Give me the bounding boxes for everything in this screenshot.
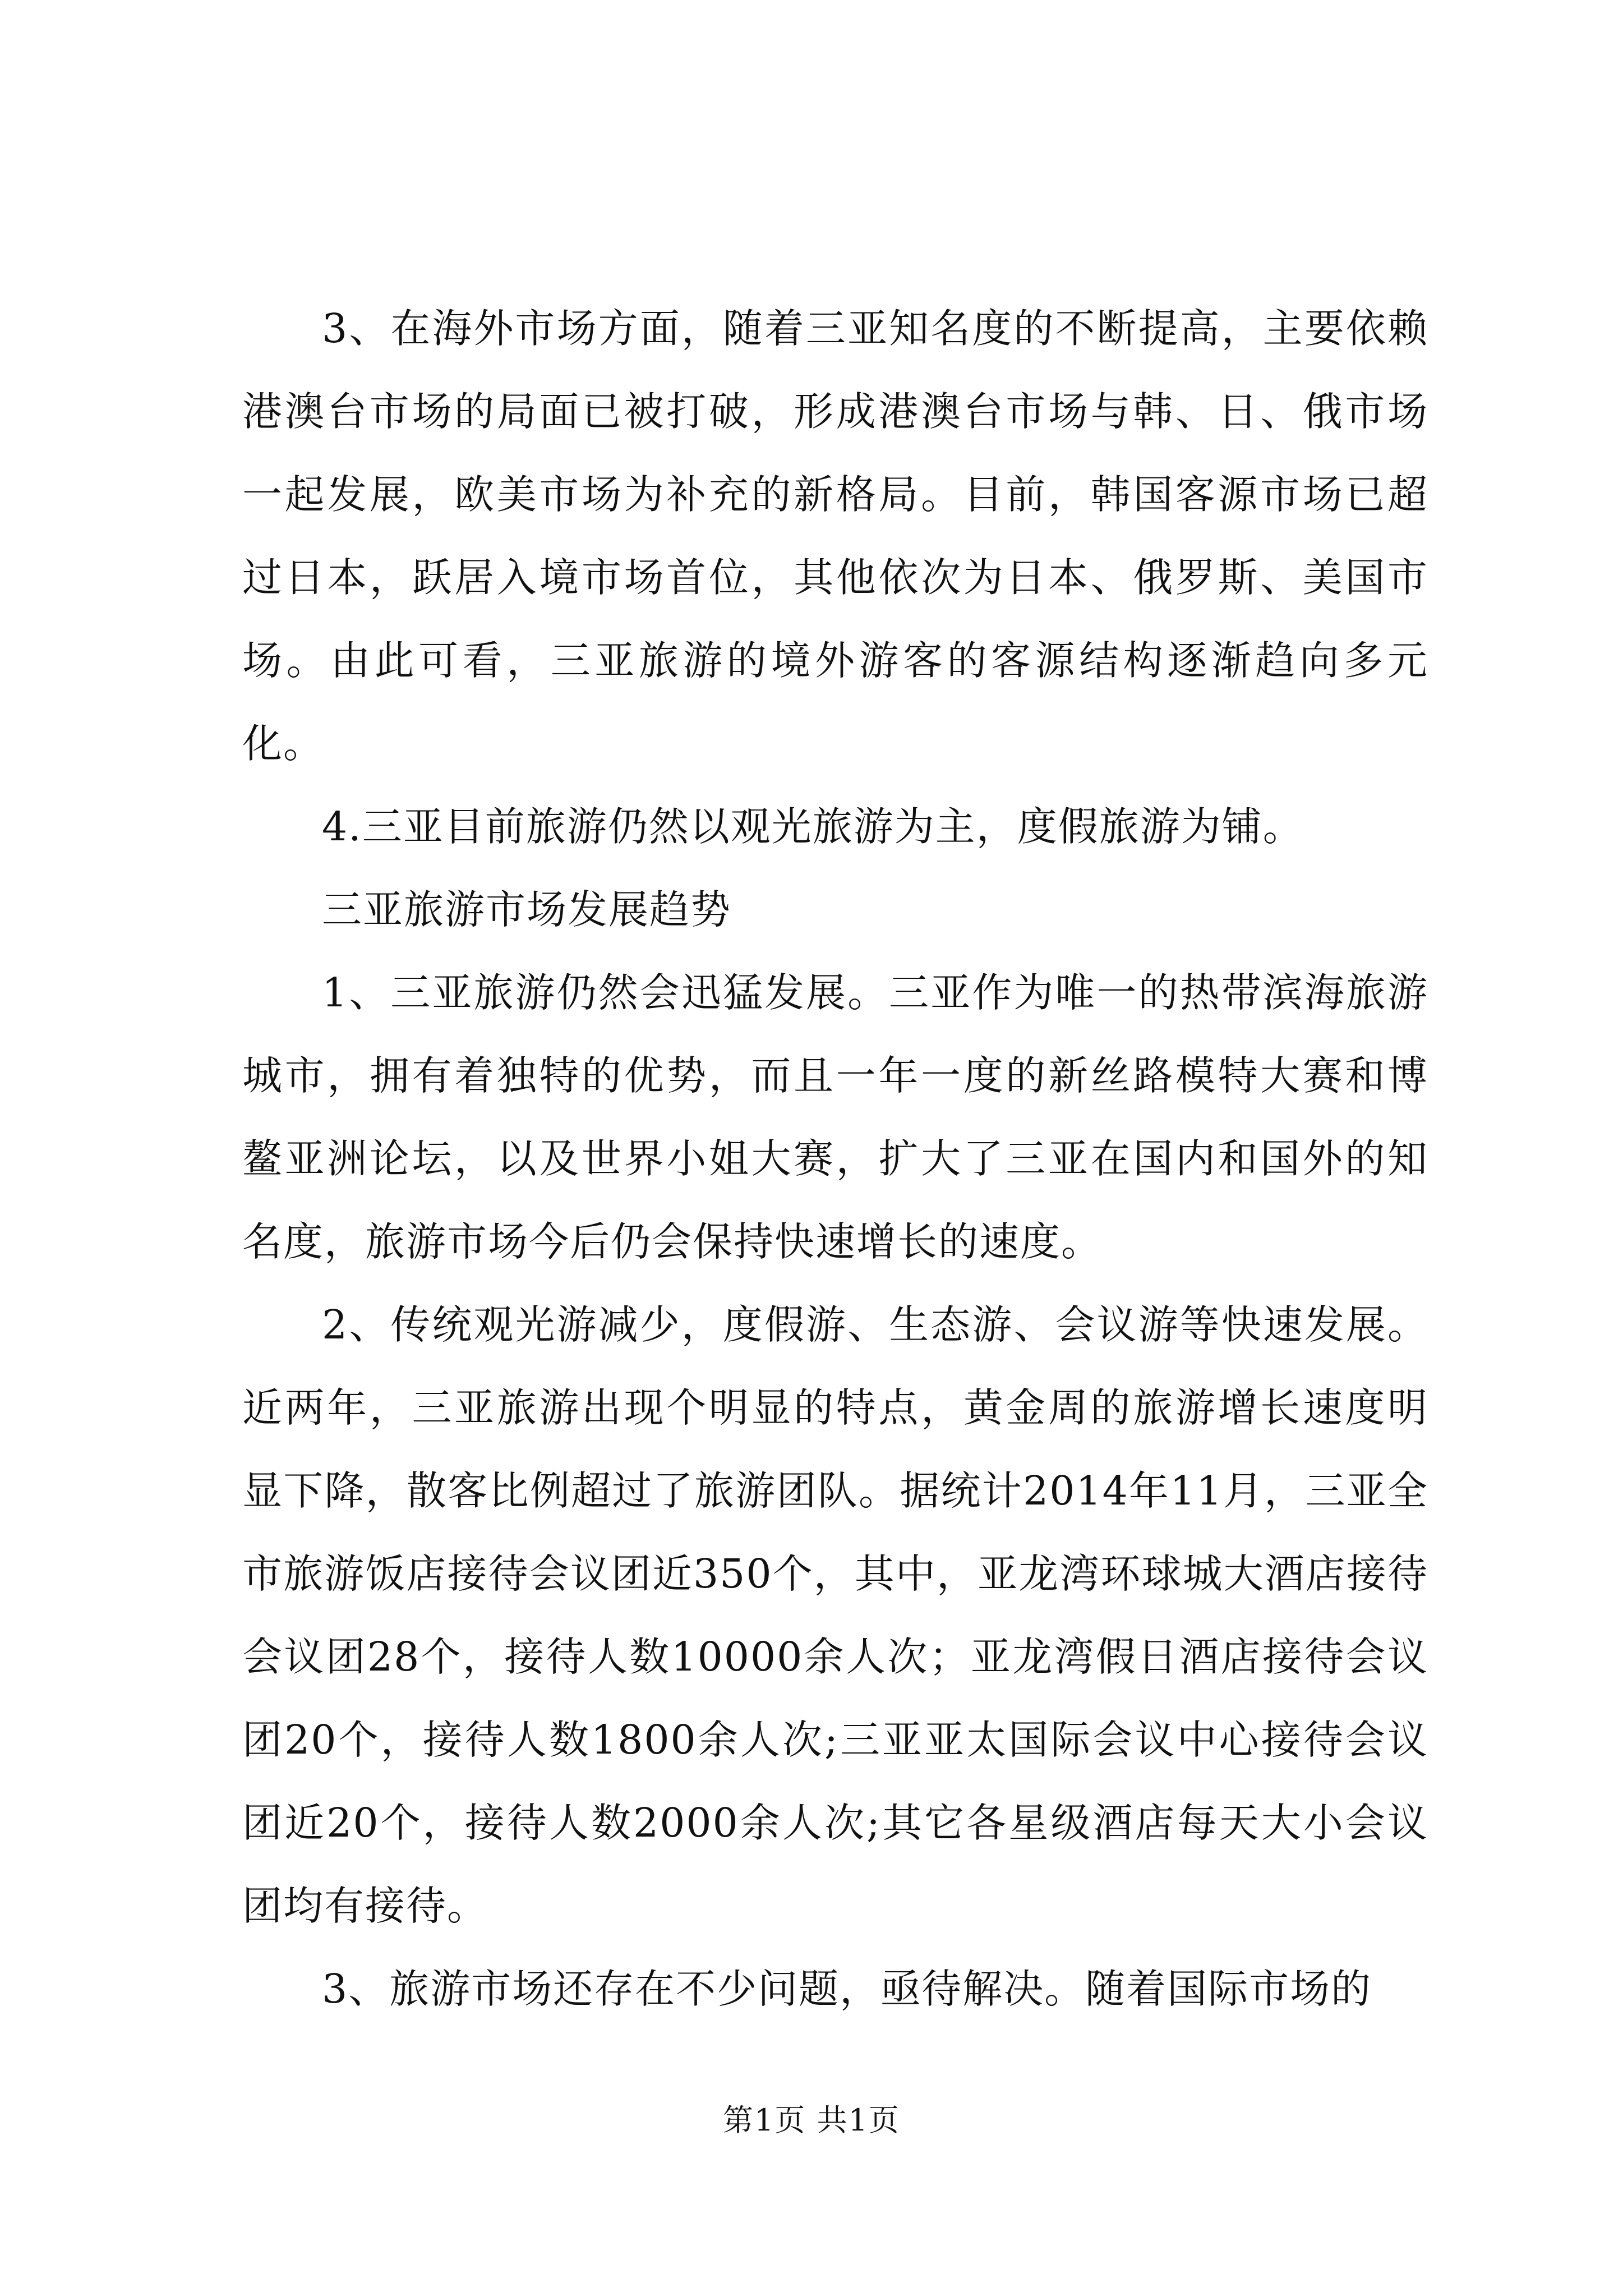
document-body — [242, 287, 1428, 2031]
section-heading-market-trends: 三亚旅游市场发展趋势 — [322, 886, 732, 933]
paragraph-sightseeing-focus: 4.三亚目前旅游仍然以观光旅游为主，度假旅游为铺。 — [322, 803, 1304, 850]
paragraph-rapid-growth: 1、三亚旅游仍然会迅猛发展。三亚作为唯一的热带滨海旅游城市，拥有着独特的优势，而且一年一度的新丝路模特大赛和博鳌亚洲论坛，以及世界小姐大赛，扩大了三亚在国内和国外的知名度，旅游市场今后仍会保持快速增长的速度。 — [242, 969, 1428, 1265]
paragraph-tourism-shift: 2、传统观光游减少，度假游、生态游、会议游等快速发展。近两年，三亚旅游出现个明显的特点，黄金周的旅游增长速度明显下降，散客比例超过了旅游团队。据统计2014年11月，三亚全市旅游饭店接待会议团近350个，其中，亚龙湾环球城大酒店接待会议团28个，接待人数10000余人次；亚龙湾假日酒店接待会议团20个，接待人数1800余人次;三亚亚太国际会议中心接待会议团近20个，接待人数2000余人次;其它各星级酒店每天大小会议团均有接待。 — [242, 1301, 1428, 1929]
paragraph-overseas-market: 3、在海外市场方面，随着三亚知名度的不断提高，主要依赖港澳台市场的局面已被打破，形成港澳台市场与韩、日、俄市场一起发展，欧美市场为补充的新格局。目前，韩国客源市场已超过日本，跃居入境市场首位，其他依次为日本、俄罗斯、美国市场。由此可看，三亚旅游的境外游客的客源结构逐渐趋向多元化。 — [242, 305, 1428, 767]
page-footer: 第1页 共1页 — [723, 2102, 900, 2138]
paragraph-market-problems: 3、旅游市场还存在不少问题，亟待解决。随着国际市场的 — [322, 1966, 1372, 2012]
